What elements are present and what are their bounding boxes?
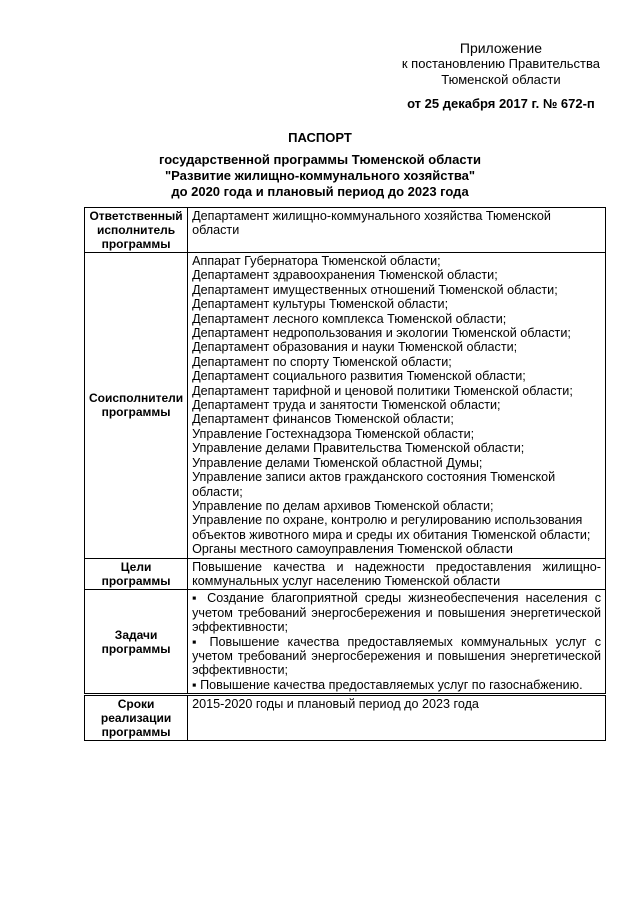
document-title (100, 130, 540, 200)
row-value-coexecutors (188, 253, 606, 559)
region-name: Тюменской области (441, 72, 561, 87)
list-item: Аппарат Губернатора Тюменской области; (192, 254, 441, 268)
list-item: Управление по делам архивов Тюменской области; (192, 498, 494, 513)
row-label-coexecutors: Соисполнители программы (85, 253, 188, 559)
row-label-tasks: Задачи программы (85, 590, 188, 695)
task-item: ▪ Создание благоприятной среды жизнеобеспечения населения с учетом требований энергосбережения и повышения энергетической эффективности; (192, 591, 601, 635)
list-item: Управление делами Правительства Тюменской области; (192, 441, 525, 456)
title-passport: ПАСПОРТ (288, 130, 352, 145)
row-value-goals: Повышение качества и надежности предоставления жилищно-коммунальных услуг населению Тюменской области (188, 558, 606, 590)
table-row (85, 590, 606, 695)
list-item: Департамент труда и занятости Тюменской области; (192, 398, 501, 413)
list-item: Органы местного самоуправления Тюменской области (192, 542, 513, 557)
table-row (85, 558, 606, 590)
list-item: Департамент социального развития Тюменской области; (192, 369, 526, 384)
row-label-responsible: Ответственный исполнитель программы (85, 208, 188, 253)
list-item: Департамент лесного комплекса Тюменской области; (192, 311, 507, 326)
list-item: Управление записи актов гражданского состояния Тюменской области; (192, 470, 556, 499)
list-item: Департамент тарифной и ценовой политики Тюменской области; (192, 383, 573, 398)
resolution-reference: к постановлению Правительства (401, 56, 600, 71)
row-value-tasks (188, 590, 606, 695)
list-item: Управление делами Тюменской областной Думы; (192, 455, 483, 470)
list-item: Департамент имущественных отношений Тюменской области; (192, 282, 558, 297)
appendix-label: Приложение (459, 40, 542, 56)
passport-table (84, 207, 606, 741)
table-row (85, 253, 606, 559)
row-label-terms: Сроки реализации программы (85, 695, 188, 741)
row-value-responsible: Департамент жилищно-коммунального хозяйства Тюменской области (188, 208, 606, 253)
list-item: Департамент образования и науки Тюменской области; (192, 340, 518, 355)
list-item: Департамент культуры Тюменской области; (192, 297, 449, 312)
resolution-date-number: от 25 декабря 2017 г. № 672-п (407, 96, 595, 111)
row-value-terms: 2015-2020 годы и плановый период до 2023 года (188, 695, 606, 741)
title-program-name: "Развитие жилищно-коммунального хозяйства" (164, 168, 476, 183)
task-item: ▪ Повышение качества предоставляемых коммунальных услуг с учетом требований энергосбережения и повышения энергетической эффективности; (192, 634, 601, 678)
table-row (85, 208, 606, 253)
table-row (85, 695, 606, 741)
list-item: Департамент здравоохранения Тюменской области; (192, 268, 498, 283)
list-item: Управление Гостехнадзора Тюменской области; (192, 426, 475, 441)
list-item: Департамент по спорту Тюменской области; (192, 354, 452, 369)
title-program-period: до 2020 года и плановый период до 2023 года (171, 184, 469, 199)
row-label-goals: Цели программы (85, 558, 188, 590)
list-item: Департамент недропользования и экологии Тюменской области; (192, 326, 571, 341)
task-item: ▪ Повышение качества предоставляемых услуг по газоснабжению. (192, 677, 583, 692)
list-item: Управление по охране, контролю и регулированию использования объектов животного мира и среды их обитания Тюменской области; (192, 513, 591, 542)
list-item: Департамент финансов Тюменской области; (192, 412, 454, 427)
title-program-type: государственной программы Тюменской области (159, 152, 481, 167)
document-header (402, 40, 600, 112)
